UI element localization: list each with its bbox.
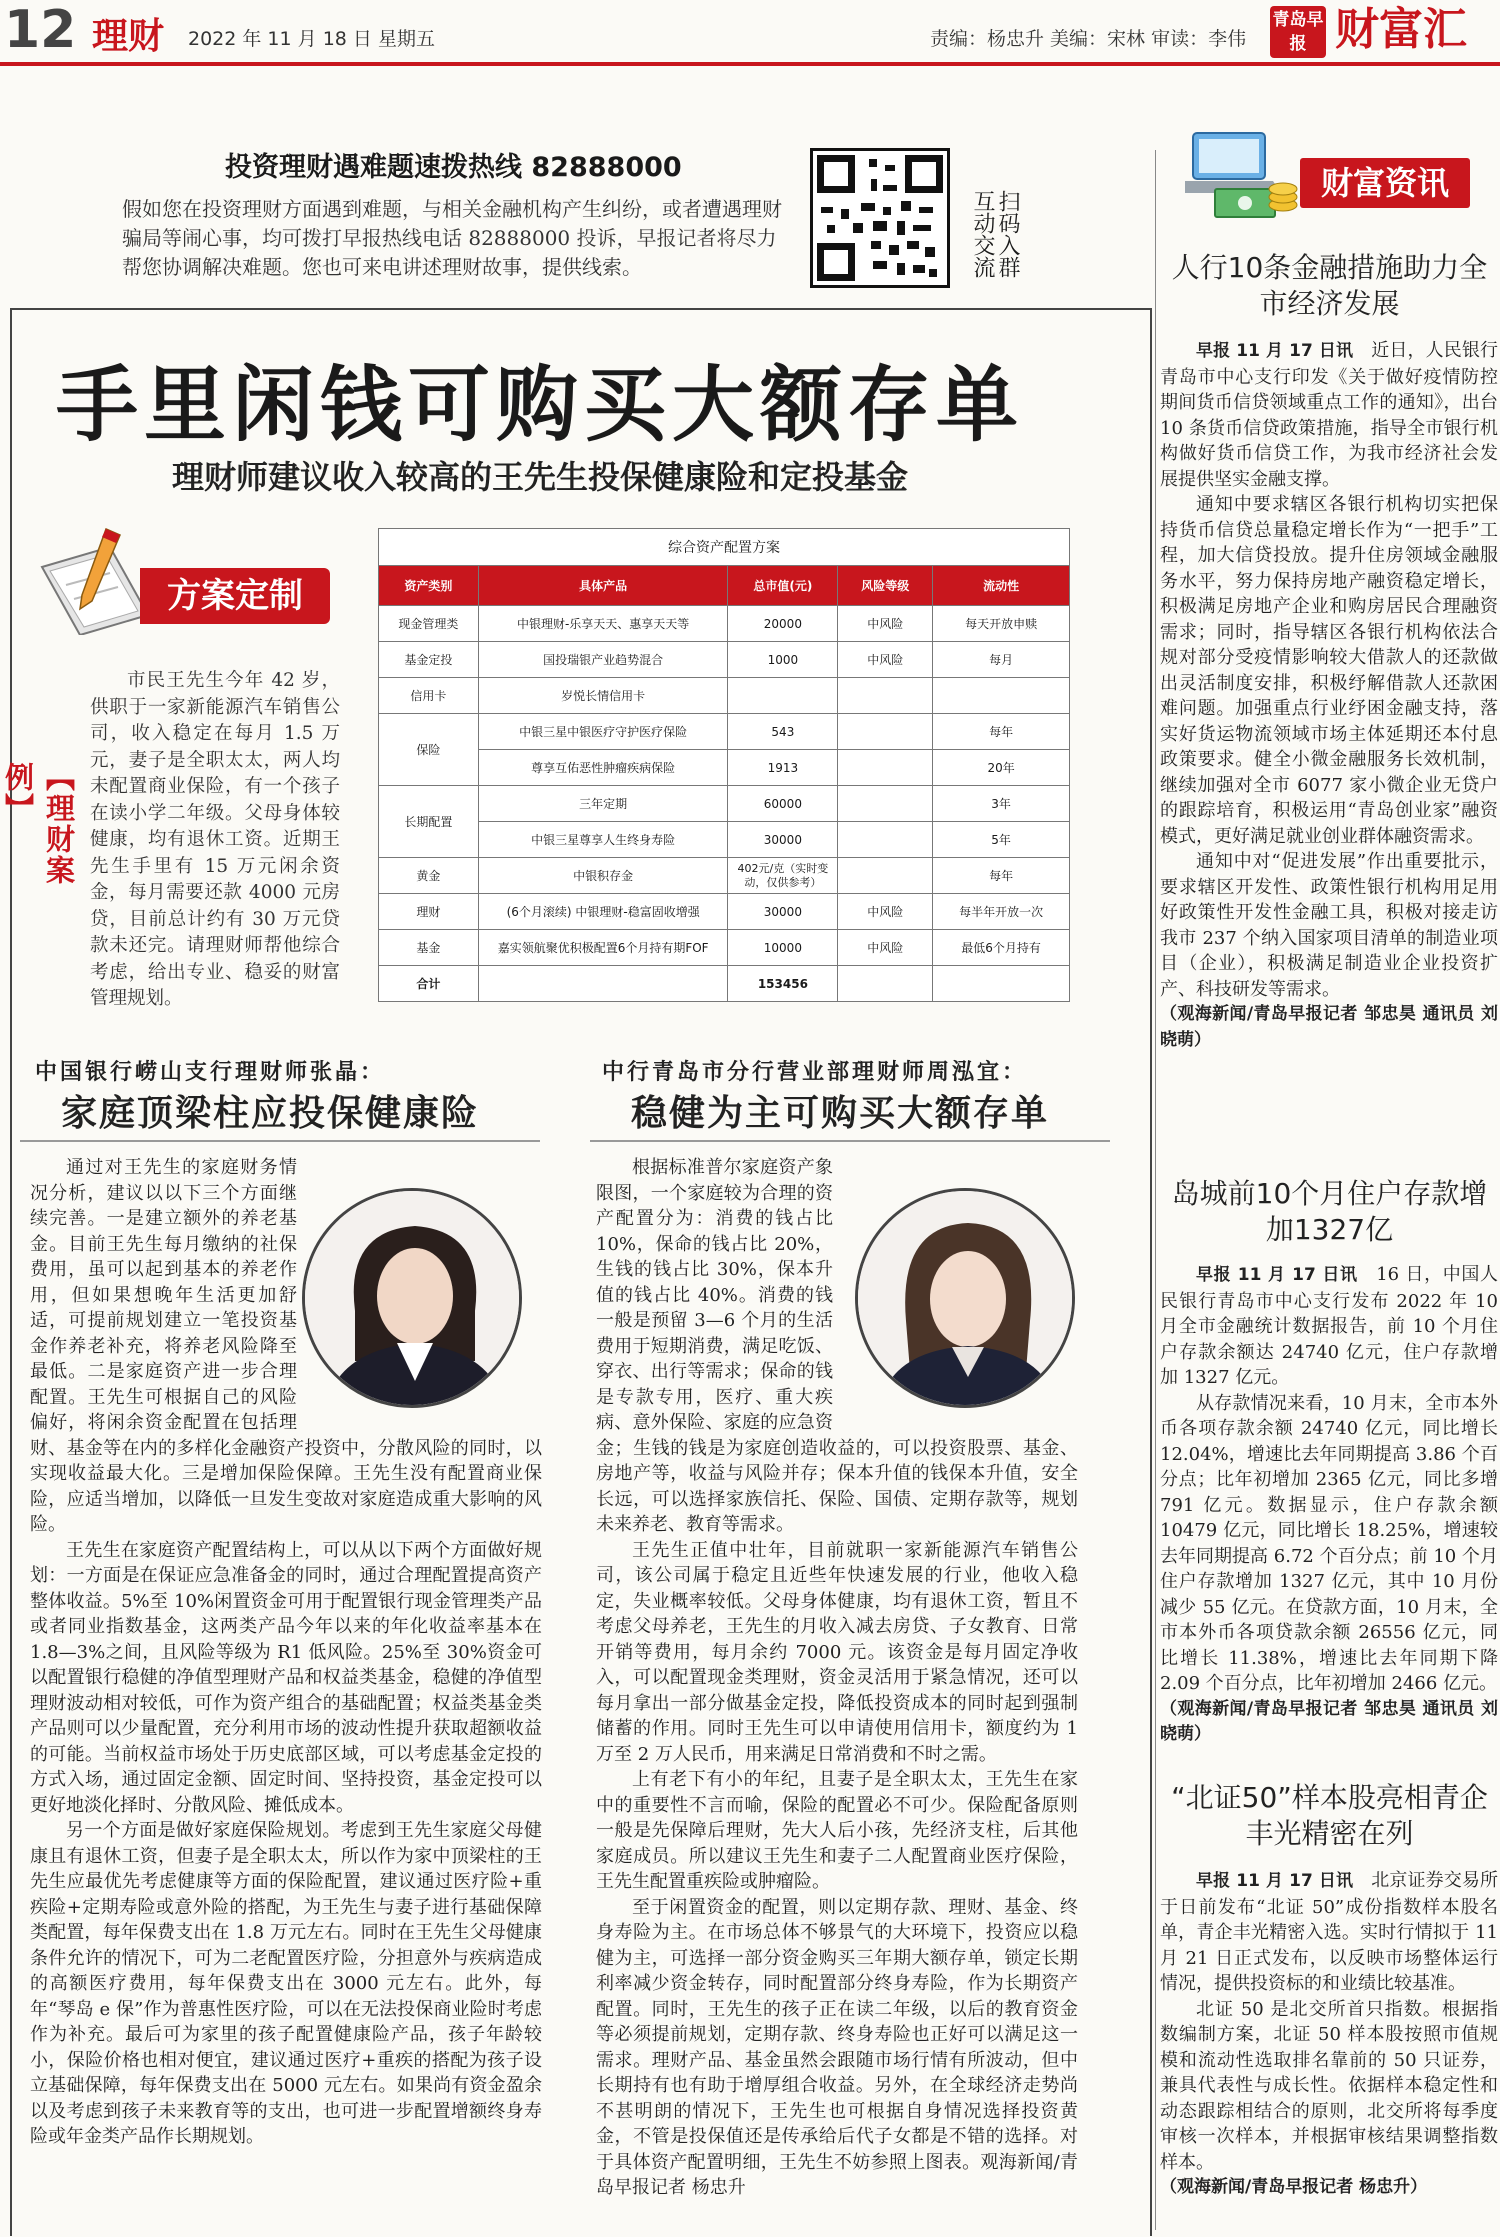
cell-liquidity [933, 678, 1070, 714]
cell-value [728, 678, 838, 714]
cell-product: 中银三星中银医疗守护医疗保险 [478, 714, 728, 750]
total-label: 合计 [379, 966, 479, 1002]
table-row [379, 714, 1070, 750]
dateline: 早报 11 月 17 日讯 [1196, 341, 1354, 361]
cell-risk: 中风险 [838, 642, 933, 678]
person-icon [858, 1191, 1075, 1408]
feature-title: 手里闲钱可购买大额存单 [55, 357, 1024, 453]
table-header-row [379, 566, 1070, 606]
paragraph: 通知中对“促进发展”作出重要批示，要求辖区开发性、政策性银行机构用足用好政策性开发性金融工具，积极对接走访我市 237 个纳入国家项目清单的制造业项目（企业），积极满足制造业企业投资扩产、科技研发等需求。 [1160, 851, 1498, 1000]
cell-category: 现金管理类 [379, 606, 479, 642]
table-row [379, 930, 1070, 966]
cell-liquidity: 3年 [933, 786, 1070, 822]
hotline-body: 假如您在投资理财方面遇到难题，与相关金融机构产生纠纷，或者遭遇理财骗局等闹心事，均可拨打早报热线电话 82888000 投诉，早报记者将尽力帮您协调解决难题。您也可来电讲述理财故事，提供线索。 [122, 197, 782, 279]
total-value: 153456 [728, 966, 838, 1002]
news-article [1160, 1262, 1498, 1748]
header-product: 具体产品 [478, 566, 728, 606]
case-tag: 【理财案例】 [1, 762, 76, 886]
paragraph: 通知中要求辖区各银行机构切实把保持货币信贷总量稳定增长作为“一把手”工程，加大信贷投放。提升住房领域金融服务水平，努力保持房地产融资稳定增长，积极满足房地产企业和购房居民合理融资需求；同时，指导辖区各银行机构依法合规对部分受疫情影响较大借款人的还款做出灵活制度安排，积极纾解借款人还款困难问题。加强重点行业纾困金融支持，落实好货运物流领域市场主体延期还本付息政策要求。健全小微金融服务长效机制，继续加强对全市 6077 家小微企业无贷户的跟踪培育，积极运用“青岛创业家”融资模式，更好满足就业创业群体融资需求。 [1160, 494, 1498, 847]
hotline-title: 投资理财遇难题速拨热线 82888000 [225, 152, 682, 183]
cell-risk: 中风险 [838, 606, 933, 642]
news-section-label: 财富资讯 [1300, 158, 1470, 208]
cell-product: 尊享互佑恶性肿瘤疾病保险 [478, 750, 728, 786]
person-icon [305, 1191, 522, 1408]
table-caption: 综合资产配置方案 [378, 528, 1070, 565]
zhou-portrait [855, 1188, 1075, 1408]
case-text: 市民王先生今年 42 岁，供职于一家新能源汽车销售公司，收入稳定在每月 1.5 万元，妻子是全职太太，两人均未配置商业保险，有一个孩子在读小学二年级。父母身体较健康，均有退休工资。近期王先生手里有 15 万元闲余资金，每月需要还款 4000 元房贷，目前总计约有 30 万元贷款未还完。请理财师帮他综合考虑，给出专业、稳妥的财富管理规划。 [90, 670, 340, 1009]
cell-risk [838, 786, 933, 822]
column-divider [1155, 150, 1156, 2230]
paragraph: 上有老下有小的年纪，且妻子是全职太太，王先生在家中的重要性不言而喻，保险的配置必不可少。保险配备原则一般是先保障后理财，先大人后小孩，先经济支柱，后其他家庭成员。所以建议王先生和妻子二人配置商业医疗保险，王先生配置重疾险或肿瘤险。 [596, 1769, 1078, 1892]
header-value: 总市值(元) [728, 566, 838, 606]
editor-credits: 责编：杨忠升 美编：宋林 审读：李伟 [930, 28, 1247, 50]
money-laptop-icon [1185, 115, 1305, 225]
cell-value: 30000 [728, 894, 838, 930]
cell-category: 保险 [379, 714, 479, 786]
cell-liquidity: 每年 [933, 714, 1070, 750]
cell-value: 30000 [728, 822, 838, 858]
divider [590, 1140, 1110, 1142]
issue-date: 2022 年 11 月 18 日 星期五 [188, 28, 435, 50]
cell-value: 1913 [728, 750, 838, 786]
dateline: 早报 11 月 17 日讯 [1196, 1871, 1354, 1891]
cell-value: 1000 [728, 642, 838, 678]
cell-risk [838, 822, 933, 858]
cell-liquidity: 每天开放申赎 [933, 606, 1070, 642]
section-name: 理财 [92, 15, 165, 57]
brand-logo: 青岛早报 [1270, 6, 1326, 58]
cell-product: 中银理财-乐享天天、惠享天天等 [478, 606, 728, 642]
qr-label: 扫码入群 互动交流 [970, 190, 1020, 278]
page-header [0, 0, 1500, 62]
plan-label: 方案定制 [140, 568, 330, 624]
header-liquidity: 流动性 [933, 566, 1070, 606]
cell-value: 60000 [728, 786, 838, 822]
zhou-title: 稳健为主可购买大额存单 [630, 1093, 1049, 1134]
cell-value: 20000 [728, 606, 838, 642]
cell-liquidity: 5年 [933, 822, 1070, 858]
news-article [1160, 1868, 1498, 2201]
cell-risk [838, 678, 933, 714]
divider [20, 1140, 540, 1142]
cell-value: 402元/克（实时变动，仅供参考） [728, 858, 838, 894]
paragraph: 通过对王先生的家庭财务情况分析，建议以以下三个方面继续完善。一是建立额外的养老基金。目前王先生每月缴纳的社保费用，虽可以起到基本的养老作用，但如果想晚年生活更加舒适，可提前规划建立一笔投资基金作养老补充，将养老风险降至最低。二是家庭资产进一步合理配置。王先生可根据自己的风险偏好，将闲余资金配置在包括理财、基金等在内的多样化金融资产投资中，分散风险的同时，以实现收益最大化。三是增加保险保障。王先生没有配置商业保险，应适当增加，以降低一旦发生变故对家庭造成重大影响的风险。 [30, 1157, 542, 1535]
cell-category: 基金 [379, 930, 479, 966]
header-divider [0, 62, 1500, 66]
paragraph: 王先生正值中壮年，目前就职一家新能源汽车销售公司，该公司属于稳定且近些年快速发展的行业，他收入稳定，失业概率较低。父母身体健康，均有退休工资，暂且不考虑父母养老，王先生的月收入减去房贷、子女教育、日常开销等费用，每月余约 7000 元。该资金是每月固定净收入，可以配置现金类理财，资金灵活用于紧急情况，还可以每月拿出一部分做基金定投，降低投资成本的同时起到强制储蓄的作用。同时王先生可以申请使用信用卡，额度约为 1 万至 2 万人民币，用来满足日常消费和不时之需。 [596, 1539, 1078, 1765]
zhang-title: 家庭顶梁柱应投保健康险 [60, 1093, 479, 1134]
cell-risk [838, 750, 933, 786]
page-number: 12 [4, 0, 77, 60]
table-row [379, 894, 1070, 930]
byline: （观海新闻/青岛早报记者 邹忠昊 通讯员 刘晓萌） [1160, 1698, 1498, 1744]
header-risk: 风险等级 [838, 566, 933, 606]
paragraph: 王先生在家庭资产配置结构上，可以从以下两个方面做好规划：一方面是在保证应急准备金的同时，通过合理配置提高资产整体收益。5%至 10%闲置资金可用于配置银行现金管理类产品或者同业指数基金，这两类产品今年以来的年化收益率基本在 1.8—3%之间，且风险等级为 R1 低风险。25%至 30%资金可以配置银行稳健的净值型理财产品和权益类基金，稳健的净值型理财波动相对较低，可作为资产组合的基础配置；权益类基金类产品则可以少量配置，充分利用市场的波动性提升获取超额收益的可能。当前权益市场处于历史底部区域，可以考虑基金定投的方式入场，通过固定金额、固定时间、坚持投资，基金定投可以更好地淡化择时、分散风险、摊低成本。 [30, 1539, 542, 1816]
table-row [379, 606, 1070, 642]
news-title: 岛城前10个月住户存款增加1327亿 [1171, 1177, 1488, 1246]
paragraph: 近日，人民银行青岛市中心支行印发《关于做好疫情防控期间货币信贷领域重点工作的通知》，出台 10 条货币信贷政策措施，指导全市银行机构做好货币信贷工作，为我市经济社会发展提供坚实金融支撑。 [1160, 340, 1498, 490]
cell-product: 嘉实领航聚优积极配置6个月持有期FOF [478, 930, 728, 966]
cell-category: 信用卡 [379, 678, 479, 714]
table-row [379, 642, 1070, 678]
table-total-row [379, 966, 1070, 1002]
header-category: 资产类别 [379, 566, 479, 606]
table-row [379, 786, 1070, 822]
cell-category: 长期配置 [379, 786, 479, 858]
feature-subtitle: 理财师建议收入较高的王先生投保健康险和定投基金 [171, 458, 908, 496]
cell-product: 中银三星尊享人生终身寿险 [478, 822, 728, 858]
byline: （观海新闻/青岛早报记者 杨忠升） [1160, 2177, 1428, 2197]
table-row [379, 822, 1070, 858]
paragraph: 16 日，中国人民银行青岛市中心支行发布 2022 年 10 月全市金融统计数据报告，前 10 个月住户存款余额达 24740 亿元，住户存款增加 1327 亿元。 [1160, 1264, 1498, 1388]
cell-product: 岁悦长情信用卡 [478, 678, 728, 714]
cell-liquidity: 每年 [933, 858, 1070, 894]
cell-liquidity: 每月 [933, 642, 1070, 678]
paragraph: 北京证券交易所于日前发布“北证 50”成份指数样本股名单，青企丰光精密入选。实时行情拟于 11 月 21 日正式发布，以反映市场整体运行情况，提供投资标的和业绩比较基准。 [1160, 1870, 1498, 1994]
byline: （观海新闻/青岛早报记者 邹忠昊 通讯员 刘晓萌） [1160, 1004, 1498, 1050]
news-title: “北证50”样本股亮相青企丰光精密在列 [1171, 1781, 1488, 1850]
cell-category: 基金定投 [379, 642, 479, 678]
cell-product: 国投瑞银产业趋势混合 [478, 642, 728, 678]
asset-allocation-table [378, 528, 1070, 1002]
cell-liquidity: 20年 [933, 750, 1070, 786]
cell-product: 三年定期 [478, 786, 728, 822]
paragraph: 根据标准普尔家庭资产象限图，一个家庭较为合理的资产配置分为：消费的钱占比 10%，保命的钱占比 20%，生钱的钱占比 30%，保本升值的钱占比 40%。消费的钱一般是预留 3—6 个月的生活费用于短期消费，满足吃饭、穿衣、出行等需求；保命的钱是专款专用，医疗、重大疾病、意外保险、家庭的应急资金；生钱的钱是为家庭创造收益的，可以投资股票、基金、房地产等，收益与风险并存；保本升值的钱保本升值，安全长远，可以选择家族信托、保险、国债、定期存款等，规划未来养老、教育等需求。 [596, 1157, 1078, 1535]
table-row [379, 750, 1070, 786]
cell-liquidity: 最低6个月持有 [933, 930, 1070, 966]
paragraph: 从存款情况来看，10 月末，全市本外币各项存款余额 24740 亿元，同比增长 12.04%，增速比去年同期提高 3.86 个百分点；比年初增加 2365 亿元，同比多增 791 亿元。数据显示，住户存款余额 10479 亿元，同比增长 18.25%，增速较去年同期提高 6.72 个百分点；前 10 个月住户存款增加 1327 亿元，其中 10 月份减少 55 亿元。在贷款方面，10 月末，全市本外币各项贷款余额 26556 亿元，同比增长 11.38%，增速比去年同期下降 2.09 个百分点，比年初增加 2466 亿元。 [1160, 1392, 1498, 1694]
paragraph: 另一个方面是做好家庭保险规划。考虑到王先生家庭父母健康且有退休工资，但妻子是全职太太，所以作为家中顶梁柱的王先生应最优先考虑健康等方面的保险配置，建议通过医疗险+重疾险+定期寿险或意外险的搭配，为王先生与妻子进行基础保障类配置，每年保费支出在 1.8 万元左右。同时在王先生父母健康条件允许的情况下，可为二老配置医疗险，分担意外与疾病造成的高额医疗费用，每年保费支出在 3000 元左右。此外，每年“琴岛 e 保”作为普惠性医疗险，可以在无法投保商业险时考虑作为补充。最后可为家里的孩子配置健康险产品，孩子年龄较小，保险价格也相对便宜，建议通过医疗+重疾的搭配为孩子设立基础保障，每年保费支出在 5000 元左右。如果尚有资金盈余以及考虑到孩子未来教育等的支出，也可进一步配置增额终身寿险或年金类产品作长期规划。 [30, 1820, 542, 2147]
news-article [1160, 338, 1498, 1053]
qr-code[interactable] [810, 148, 950, 288]
news-title: 人行10条金融措施助力全市经济发展 [1171, 251, 1488, 320]
zhang-portrait [302, 1188, 522, 1408]
cell-product: (6个月滚续) 中银理财-稳富固收增强 [478, 894, 728, 930]
cell-product: 中银积存金 [478, 858, 728, 894]
zhou-byline: 中行青岛市分行营业部理财师周泓宜： [602, 1059, 1028, 1085]
table-row [379, 678, 1070, 714]
cell-category: 理财 [379, 894, 479, 930]
cell-category: 黄金 [379, 858, 479, 894]
brand-name: 财富汇 [1335, 4, 1467, 55]
cell-value: 543 [728, 714, 838, 750]
paragraph: 北证 50 是北交所首只指数。根据指数编制方案，北证 50 样本股按照市值规模和流动性选取排名靠前的 50 只证券，兼具代表性与成长性。依据样本稳定性和动态跟踪相结合的原则，北交所将每季度审核一次样本，并根据审核结果调整指数样本。 [1160, 1998, 1498, 2173]
cell-risk: 中风险 [838, 930, 933, 966]
cell-risk [838, 714, 933, 750]
dateline: 早报 11 月 17 日讯 [1196, 1265, 1358, 1285]
cell-risk: 中风险 [838, 894, 933, 930]
zhang-byline: 中国银行崂山支行理财师张晶： [35, 1059, 386, 1085]
table-row [379, 858, 1070, 894]
paragraph: 至于闲置资金的配置，则以定期存款、理财、基金、终身寿险为主。在市场总体不够景气的大环境下，投资应以稳健为主，可选择一部分资金购买三年期大额存单，锁定长期利率减少资金转存，同时配置部分终身寿险，作为长期资产配置。同时，王先生的孩子正在读二年级，以后的教育资金等必须提前规划，定期存款、终身寿险也正好可以满足这一需求。理财产品、基金虽然会跟随市场行情有所波动，但中长期持有也有助于增厚组合收益。另外，在全球经济走势尚不甚明朗的情况下，王先生也可根据自身情况选择投资黄金，不管是投保值还是传承给后代子女都是不错的选择。对于具体资产配置明细，王先生不妨参照上图表。观海新闻/青岛早报记者 杨忠升 [596, 1896, 1078, 2198]
cell-risk [838, 858, 933, 894]
cell-liquidity: 每半年开放一次 [933, 894, 1070, 930]
cell-value: 10000 [728, 930, 838, 966]
